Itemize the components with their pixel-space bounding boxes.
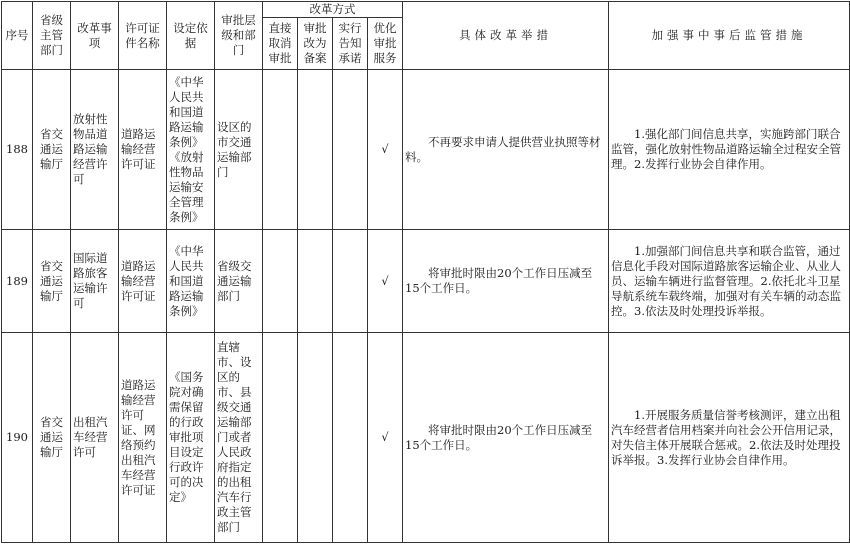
table-row: [2, 333, 850, 543]
row-m2: [298, 230, 333, 333]
header-seq: 序号: [2, 2, 33, 70]
header-m3: 实行告知承诺: [333, 18, 368, 70]
row-supervision: 1.强化部门间信息共享，实施跨部门联合监管，强化放射性物品道路运输全过程安全管理。2.发挥行业协会自律作用。: [609, 70, 850, 230]
row-m3: [333, 230, 368, 333]
header-measures: 具体改革举措: [403, 2, 609, 70]
row-item: 出租汽车经营许可: [71, 333, 119, 543]
row-m2: [298, 333, 333, 543]
row-m4: √: [368, 70, 403, 230]
row-seq: 189: [2, 230, 33, 333]
row-seq: 188: [2, 70, 33, 230]
header-m2: 审批改为备案: [298, 18, 333, 70]
row-basis: 《国务院对确需保留的行政审批项目设定行政许可的决定》: [167, 333, 215, 543]
row-license: 道路运输经营许可证、网络预约出租汽车经营许可证: [119, 333, 167, 543]
row-license: 道路运输经营许可证: [119, 70, 167, 230]
row-level: 省级交通运输部门: [215, 230, 263, 333]
row-dept: 省交通运输厅: [33, 230, 71, 333]
row-m4: √: [368, 333, 403, 543]
row-basis: 《中华人民共和国道路运输条例》: [167, 230, 215, 333]
header-supervision: 加强事中事后监管措施: [609, 2, 850, 70]
row-level: 直辖市、设区的市、县级交通运输部门或者人民政府指定的出租汽车行政主管部门: [215, 333, 263, 543]
table-row: [2, 70, 850, 230]
header-reform: 改革方式: [263, 2, 403, 18]
header-m1: 直接取消审批: [263, 18, 298, 70]
row-m2: [298, 70, 333, 230]
row-supervision: 1.开展服务质量信誉考核测评，建立出租汽车经营者信用档案并向社会公开信用记录，对失信主体开展联合惩戒。2.依法及时处理投诉举报。3.发挥行业协会自律作用。: [609, 333, 850, 543]
header-m4: 优化审批服务: [368, 18, 403, 70]
row-item: 放射性物品道路运输经营许可: [71, 70, 119, 230]
row-measures: 将审批时限由20个工作日压减至15个工作日。: [403, 333, 609, 543]
row-item: 国际道路旅客运输许可: [71, 230, 119, 333]
row-m4: √: [368, 230, 403, 333]
row-measures: 不再要求申请人提供营业执照等材料。: [403, 70, 609, 230]
row-m3: [333, 333, 368, 543]
row-m1: [263, 230, 298, 333]
row-dept: 省交通运输厅: [33, 70, 71, 230]
row-basis: 《中华人民共和国道路运输条例》《放射性物品运输安全管理条例》: [167, 70, 215, 230]
row-dept: 省交通运输厅: [33, 333, 71, 543]
header-item: 改革事项: [71, 2, 119, 70]
table-row: [2, 230, 850, 333]
header-basis: 设定依据: [167, 2, 215, 70]
row-m1: [263, 333, 298, 543]
header-license: 许可证件名称: [119, 2, 167, 70]
row-seq: 190: [2, 333, 33, 543]
row-m3: [333, 70, 368, 230]
header-level: 审批层级和部门: [215, 2, 263, 70]
row-measures: 将审批时限由20个工作日压减至15个工作日。: [403, 230, 609, 333]
row-level: 设区的市交通运输部门: [215, 70, 263, 230]
row-license: 道路运输经营许可证: [119, 230, 167, 333]
row-m1: [263, 70, 298, 230]
row-supervision: 1.加强部门间信息共享和联合监管，通过信息化手段对国际道路旅客运输企业、从业人员、运输车辆进行监督管理。2.依托北斗卫星导航系统车载终端，加强对有关车辆的动态监控。3.依法及时处理投诉举报。: [609, 230, 850, 333]
header-dept: 省级主管部门: [33, 2, 71, 70]
reform-table: [1, 1, 850, 543]
